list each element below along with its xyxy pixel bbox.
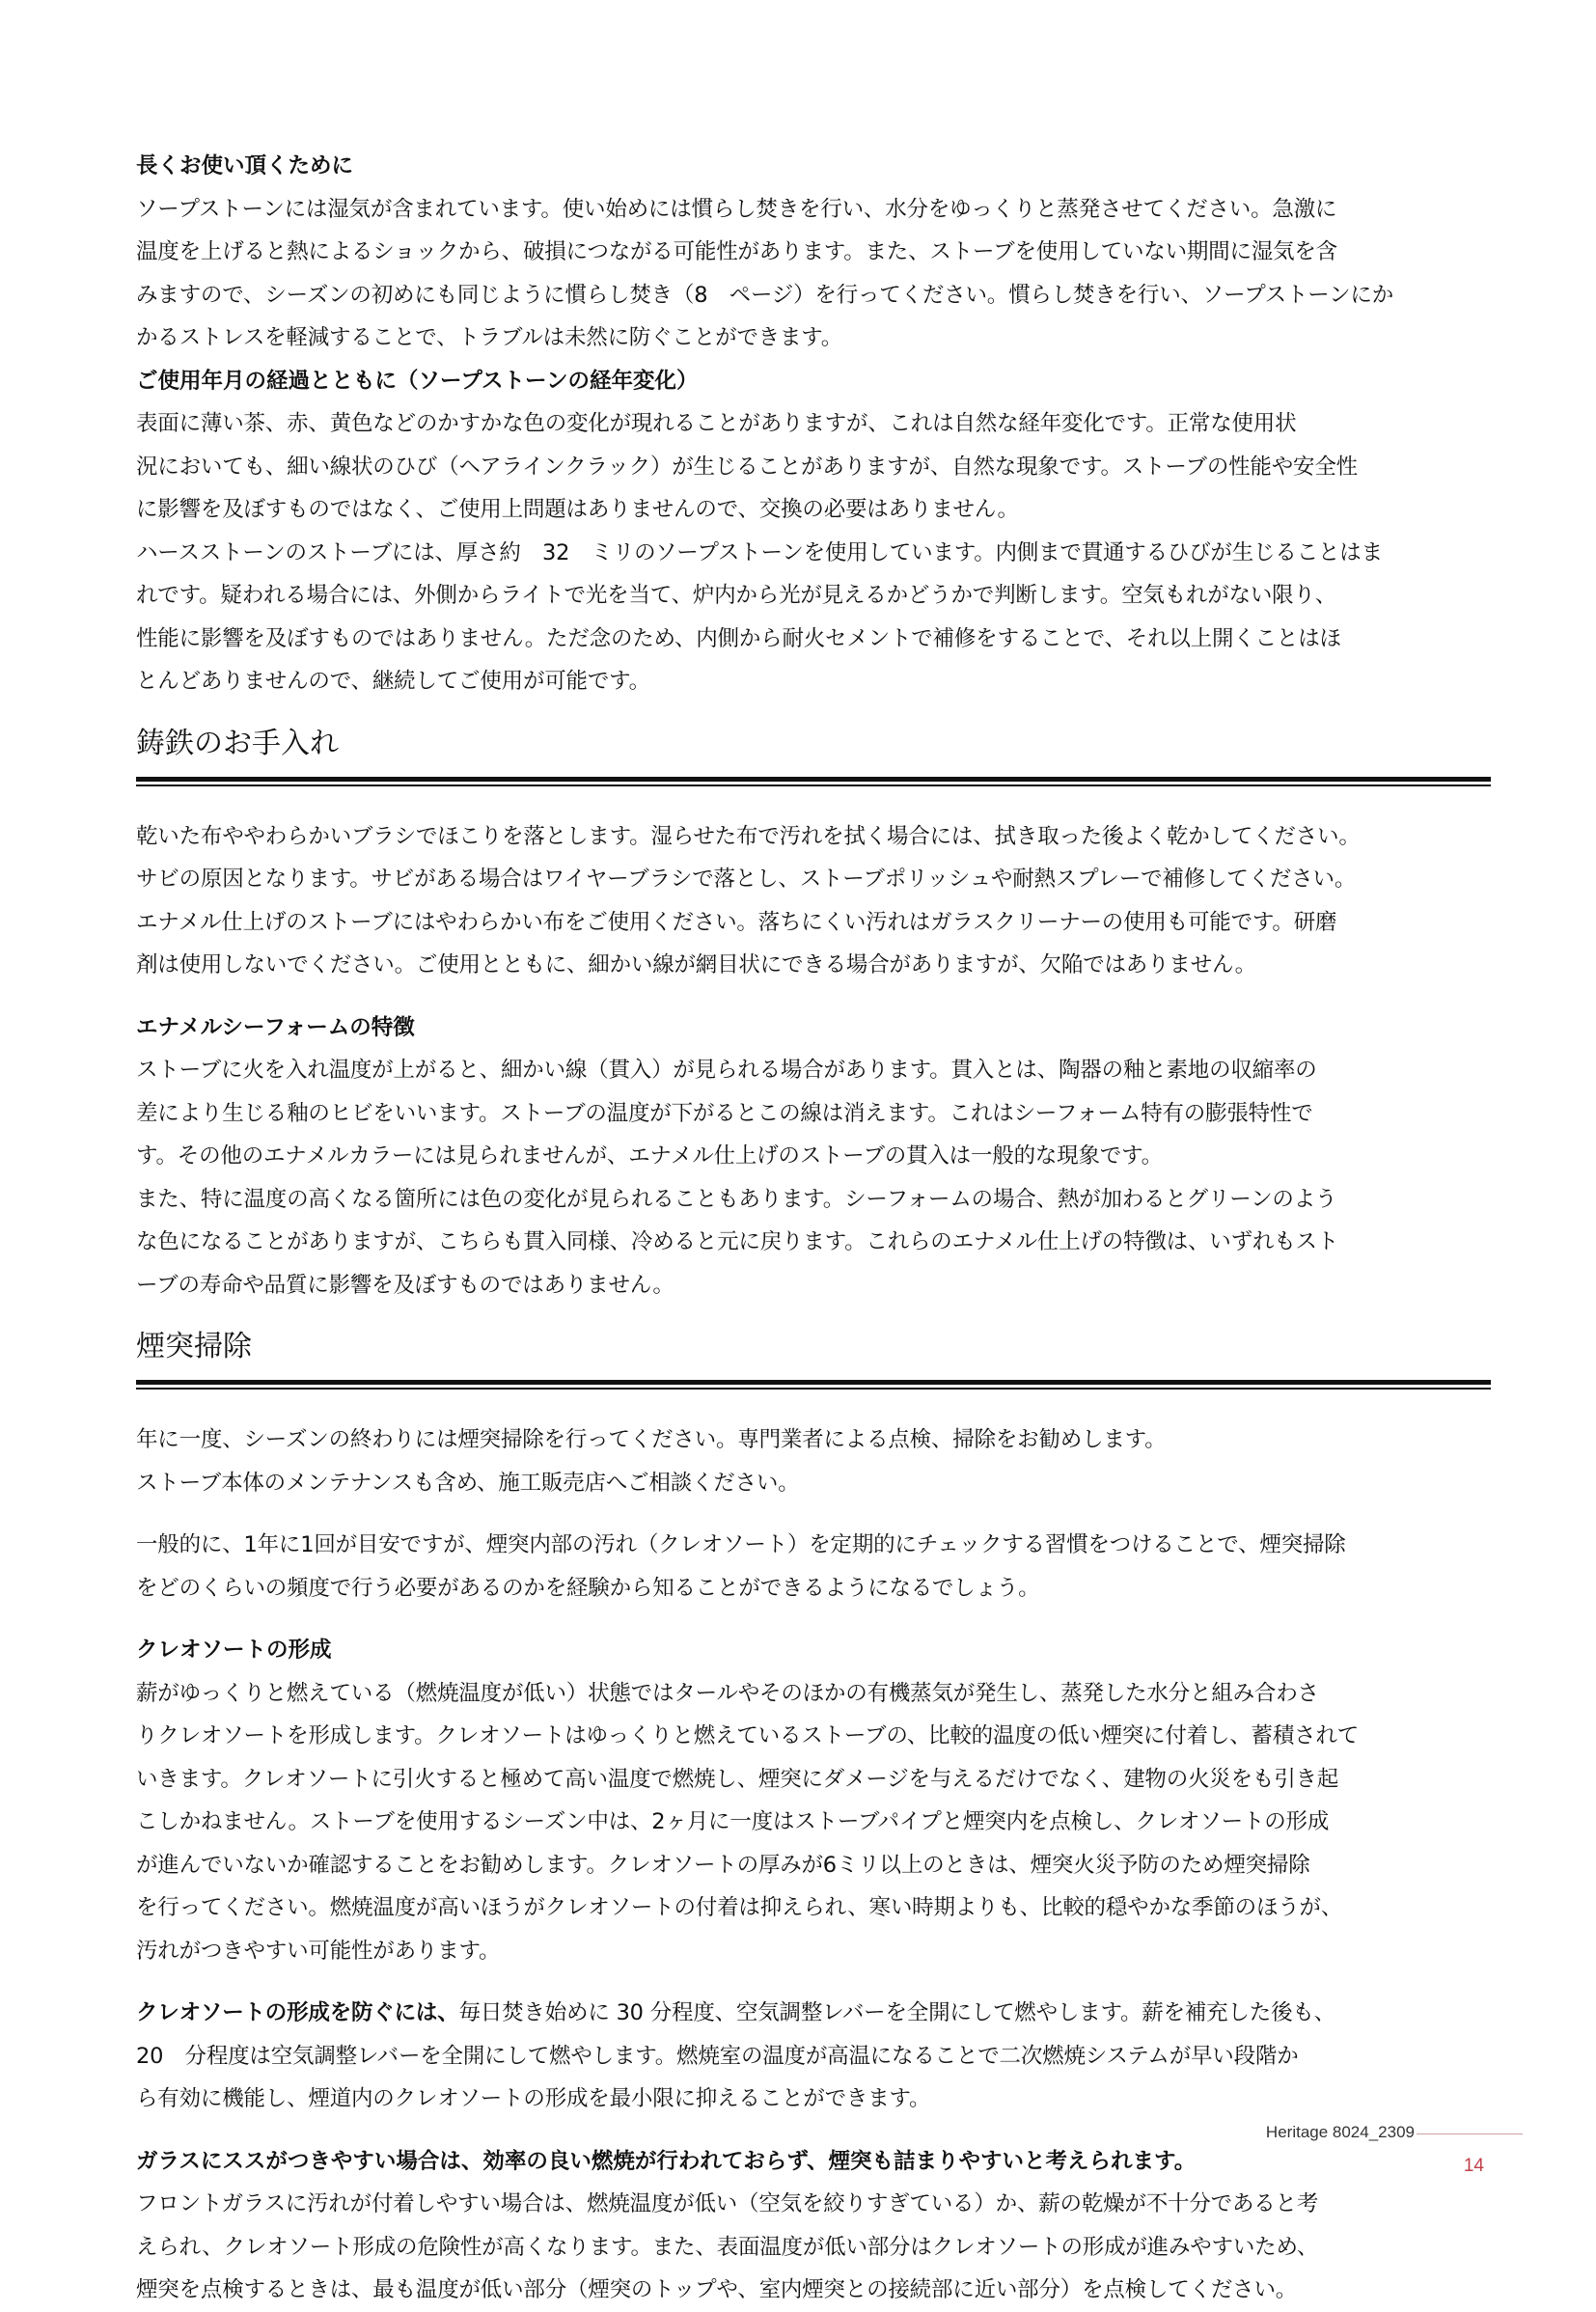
text-line: 一般的に、1年に1回が目安ですが、煙突内部の汚れ（クレオソート）を定期的にチェックする習慣をつけることで、煙突掃除 bbox=[136, 1532, 1346, 1557]
text-line: 性能に影響を及ぼすものではありません。ただ念のため、内側から耐火セメントで補修をすることで、それ以上開くことはほ bbox=[136, 625, 1341, 651]
text-line: ストーブに火を入れ温度が上がると、細かい線（貫入）が見られる場合があります。貫入とは、陶器の釉と素地の収縮率の bbox=[136, 1058, 1317, 1083]
paragraph-cast-iron bbox=[136, 815, 1491, 987]
paragraph-seafoam bbox=[136, 1049, 1491, 1307]
paragraph-long-use bbox=[136, 188, 1491, 360]
text-line: ハースストーンのストーブには、厚さ約 32 ミリのソープストーンを使用しています。内側まで貫通するひびが生じることはま bbox=[136, 539, 1383, 565]
text-line: ソープストーンには湿気が含まれています。使い始めには慣らし焚きを行い、水分をゆっくりと蒸発させてください。急激に bbox=[136, 196, 1337, 222]
text-line: 煙突を点検するときは、最も温度が低い部分（煙突のトップや、室内煙突との接続部に近い部分）を点検してください。 bbox=[136, 2277, 1298, 2302]
text-line: 年に一度、シーズンの終わりには煙突掃除を行ってください。専門業者による点検、掃除をお勧めします。 bbox=[136, 1427, 1167, 1452]
section-divider bbox=[136, 777, 1491, 786]
paragraph-creosote bbox=[136, 1672, 1491, 1973]
text-line: す。その他のエナメルカラーには見られませんが、エナメル仕上げのストーブの貫入は一般的な現象です。 bbox=[136, 1143, 1163, 1169]
section-title-cast-iron: 鋳鉄のお手入れ bbox=[136, 726, 339, 760]
heading-seafoam: エナメルシーフォームの特徴 bbox=[136, 1014, 415, 1040]
text-line: こしかねません。ストーブを使用するシーズン中は、2ヶ月に一度はストーブパイプと煙突内を点検し、クレオソートの形成 bbox=[136, 1809, 1330, 1834]
text-line: 温度を上げると熱によるショックから、破損につながる可能性があります。また、ストーブを使用していない期間に湿気を含 bbox=[136, 239, 1337, 264]
text-line: 況においても、細い線状のひび（ヘアラインクラック）が生じることがありますが、自然な現象です。ストーブの性能や安全性 bbox=[136, 454, 1358, 480]
text-line: とんどありませんので、継続してご使用が可能です。 bbox=[136, 669, 650, 694]
text-line: 乾いた布ややわらかいブラシでほこりを落とします。湿らせた布で汚れを拭く場合には、拭き取った後よく乾かしてください。 bbox=[136, 823, 1361, 849]
text-line: また、特に温度の高くなる箇所には色の変化が見られることもあります。シーフォームの場合、熱が加わるとグリーンのよう bbox=[136, 1186, 1337, 1212]
section-divider bbox=[136, 1380, 1491, 1390]
text-line: 汚れがつきやすい可能性があります。 bbox=[136, 1938, 501, 1964]
heading-creosote: クレオソートの形成 bbox=[136, 1638, 332, 1663]
text-line: を行ってください。燃焼温度が高いほうがクレオソートの付着は抑えられ、寒い時期よりも、比較的穏やかな季節のほうが、 bbox=[136, 1895, 1343, 1920]
text-line: 20 分程度は空気調整レバーを全開にして燃やします。燃焼室の温度が高温になることで二次燃焼システムが早い段階か bbox=[136, 2043, 1299, 2069]
paragraph-prevent-creosote bbox=[136, 1992, 1491, 2121]
page-number: 14 bbox=[1463, 2156, 1484, 2176]
text-line: ストーブ本体のメンテナンスも含め、施工販売店へご相談ください。 bbox=[136, 1470, 800, 1496]
lead-prevent-creosote: クレオソートの形成を防ぐには、 bbox=[136, 2000, 459, 2025]
heading-long-use: 長くお使い頂くために bbox=[136, 153, 354, 179]
text-line bbox=[136, 1992, 1491, 2035]
document-code: Heritage 8024_2309 bbox=[1265, 2123, 1415, 2141]
text-line: に影響を及ぼすものではなく、ご使用上問題はありませんので、交換の必要はありません。 bbox=[136, 497, 1019, 522]
text-line: 差により生じる釉のヒビをいいます。ストーブの温度が下がるとこの線は消えます。これはシーフォーム特有の膨張特性で bbox=[136, 1100, 1313, 1126]
text-line: いきます。クレオソートに引火すると極めて高い温度で燃焼し、煙突にダメージを与えるだけでなく、建物の火災をも引き起 bbox=[136, 1766, 1339, 1792]
text-line: な色になることがありますが、こちらも貫入同様、冷めると元に戻ります。これらのエナメル仕上げの特徴は、いずれもスト bbox=[136, 1229, 1339, 1254]
paragraph-soot bbox=[136, 2183, 1491, 2312]
page-footer bbox=[1265, 2123, 1523, 2181]
paragraph-chimney-general bbox=[136, 1524, 1491, 1610]
text-line: エナメル仕上げのストーブにはやわらかい布をご使用ください。落ちにくい汚れはガラスクリーナーの使用も可能です。研磨 bbox=[136, 909, 1337, 935]
text-line: 表面に薄い茶、赤、黄色などのかすかな色の変化が現れることがありますが、これは自然な経年変化です。正常な使用状 bbox=[136, 411, 1297, 436]
text-line: 薪がゆっくりと燃えている（燃焼温度が低い）状態ではタールやそのほかの有機蒸気が発生し、蒸発した水分と組み合わさ bbox=[136, 1680, 1319, 1706]
text-line: えられ、クレオソート形成の危険性が高くなります。また、表面温度が低い部分はクレオソートの形成が進みやすいため、 bbox=[136, 2234, 1319, 2260]
text-line: が進んでいないか確認することをお勧めします。クレオソートの厚みが6ミリ以上のときは、煙突火災予防のため煙突掃除 bbox=[136, 1852, 1310, 1878]
section-title-chimney: 煙突掃除 bbox=[136, 1330, 252, 1363]
heading-soot: ガラスにススがつきやすい場合は、効率の良い燃焼が行われておらず、煙突も詰まりやすいと考えられます。 bbox=[136, 2148, 1197, 2174]
text-run: 毎日焚き始めに 30 分程度、空気調整レバーを全開にして燃やします。薪を補充した後も、 bbox=[458, 2000, 1335, 2025]
text-line: れです。疑われる場合には、外側からライトで光を当て、炉内から光が見えるかどうかで判断します。空気もれがない限り、 bbox=[136, 583, 1337, 608]
text-line: フロントガラスに汚れが付着しやすい場合は、燃焼温度が低い（空気を絞りすぎている）か、薪の乾燥が不十分であると考 bbox=[136, 2191, 1319, 2216]
text-line: ら有効に機能し、煙道内のクレオソートの形成を最小限に抑えることができます。 bbox=[136, 2086, 931, 2111]
paragraph-chimney-intro bbox=[136, 1418, 1491, 1504]
document-body bbox=[136, 145, 1491, 2312]
text-line: 剤は使用しないでください。ご使用とともに、細かい線が網目状にできる場合がありますが、欠陥ではありません。 bbox=[136, 952, 1256, 977]
text-line: ーブの寿命や品質に影響を及ぼすものではありません。 bbox=[136, 1272, 674, 1298]
text-line: をどのくらいの頻度で行う必要があるのかを経験から知ることができるようになるでしょう。 bbox=[136, 1575, 1040, 1601]
footer-rule bbox=[1417, 2133, 1523, 2134]
heading-aging: ご使用年月の経過とともに（ソープストーンの経年変化） bbox=[136, 368, 699, 394]
text-line: かるストレスを軽減することで、トラブルは未然に防ぐことができます。 bbox=[136, 325, 843, 350]
text-line: みますので、シーズンの初めにも同じように慣らし焚き（8 ページ）を行ってください。慣らし焚きを行い、ソープストーンにか bbox=[136, 282, 1394, 308]
text-line: りクレオソートを形成します。クレオソートはゆっくりと燃えているストーブの、比較的温度の低い煙突に付着し、蓄積されて bbox=[136, 1723, 1360, 1748]
text-line: サビの原因となります。サビがある場合はワイヤーブラシで落とし、ストーブポリッシュや耐熱スプレーで補修してください。 bbox=[136, 867, 1357, 892]
paragraph-aging bbox=[136, 402, 1491, 703]
